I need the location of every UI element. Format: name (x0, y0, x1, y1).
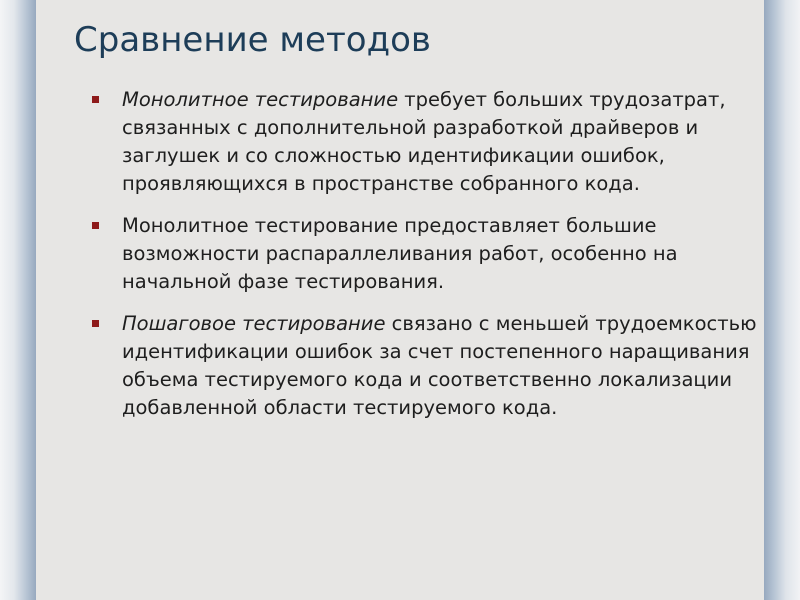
left-decorative-band (0, 0, 36, 600)
right-decorative-band (764, 0, 800, 600)
bullet-text: связано с меньшей трудоемкостью идентификации ошибок за счет постепенного наращивания объема тестируемого кода и соответственно локализации добавленной области тестируемого кода. (122, 312, 757, 419)
square-bullet-icon (92, 96, 99, 103)
bullet-list (122, 86, 762, 436)
bullet-text: требует больших трудозатрат, связанных с дополнительной разработкой драйверов и заглушек и со сложностью идентификации ошибок, проявляющихся в пространстве собранного кода. (122, 88, 726, 195)
bullet-term: Пошаговое тестирование (122, 312, 386, 335)
bullet-item-2 (122, 212, 762, 296)
slide-title: Сравнение методов (74, 20, 431, 60)
bullet-text: Монолитное тестирование предоставляет большие возможности распараллеливания работ, особенно на начальной фазе тестирования. (122, 214, 678, 293)
bullet-item-3 (122, 310, 762, 422)
slide-panel (36, 0, 764, 600)
square-bullet-icon (92, 222, 99, 229)
square-bullet-icon (92, 320, 99, 327)
bullet-term: Монолитное тестирование (122, 88, 399, 111)
bullet-item-1 (122, 86, 762, 198)
